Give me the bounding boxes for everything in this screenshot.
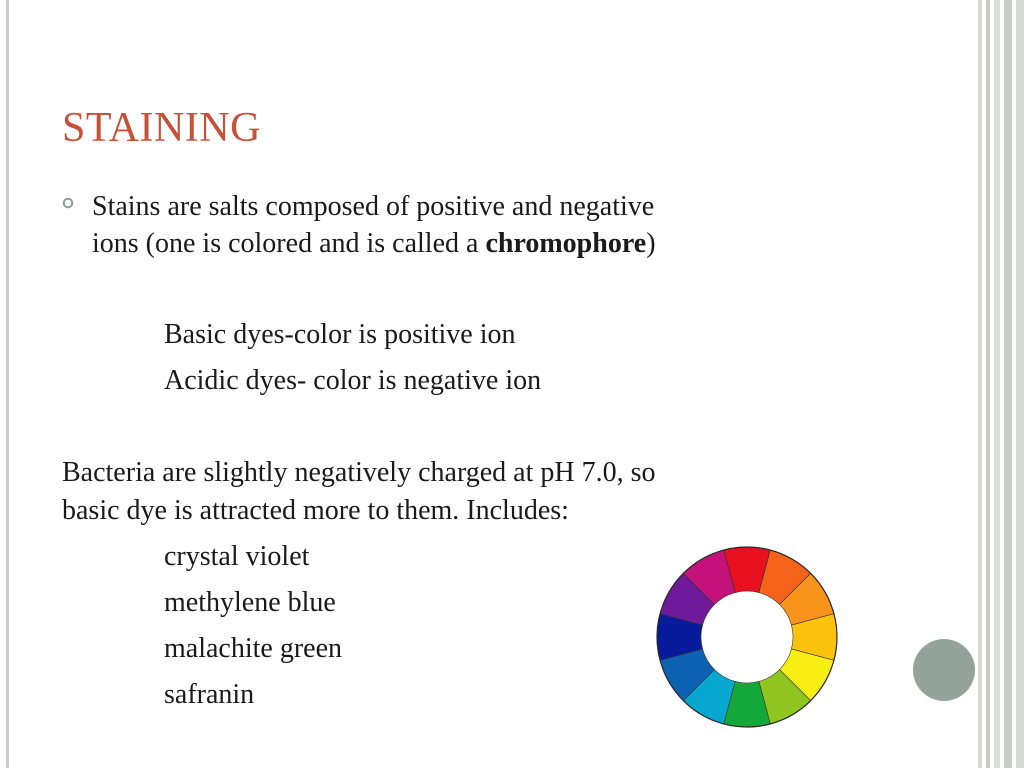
left-border-rule xyxy=(6,0,9,768)
chromophore-term: chromophore xyxy=(485,228,647,259)
dye-list-item: methylene blue xyxy=(164,587,336,618)
acidic-dyes-line: Acidic dyes- color is negative ion xyxy=(164,365,542,396)
bullet-ring-icon xyxy=(62,197,74,209)
color-wheel-image xyxy=(655,545,839,729)
bullet-text-line-2-end: ) xyxy=(646,228,656,259)
decorative-circle xyxy=(913,639,975,701)
bacteria-text-line-2: basic dye is attracted more to them. Includes: xyxy=(62,495,569,526)
bullet-text-line-2 xyxy=(92,225,656,262)
dye-list-item: safranin xyxy=(164,679,255,710)
basic-dyes-line: Basic dyes-color is positive ion xyxy=(164,319,516,350)
dye-list-item: malachite green xyxy=(164,633,343,664)
dye-list-item: crystal violet xyxy=(164,541,310,572)
bacteria-text-line-1: Bacteria are slightly negatively charged at pH 7.0, so xyxy=(62,457,656,488)
right-decorative-stripes xyxy=(978,0,1024,768)
bullet-text-line-1: Stains are salts composed of positive and negative xyxy=(92,191,655,222)
slide-title: STAINING xyxy=(62,105,261,151)
bullet-text-line-2-start: ions (one is colored and is called a xyxy=(92,228,486,259)
